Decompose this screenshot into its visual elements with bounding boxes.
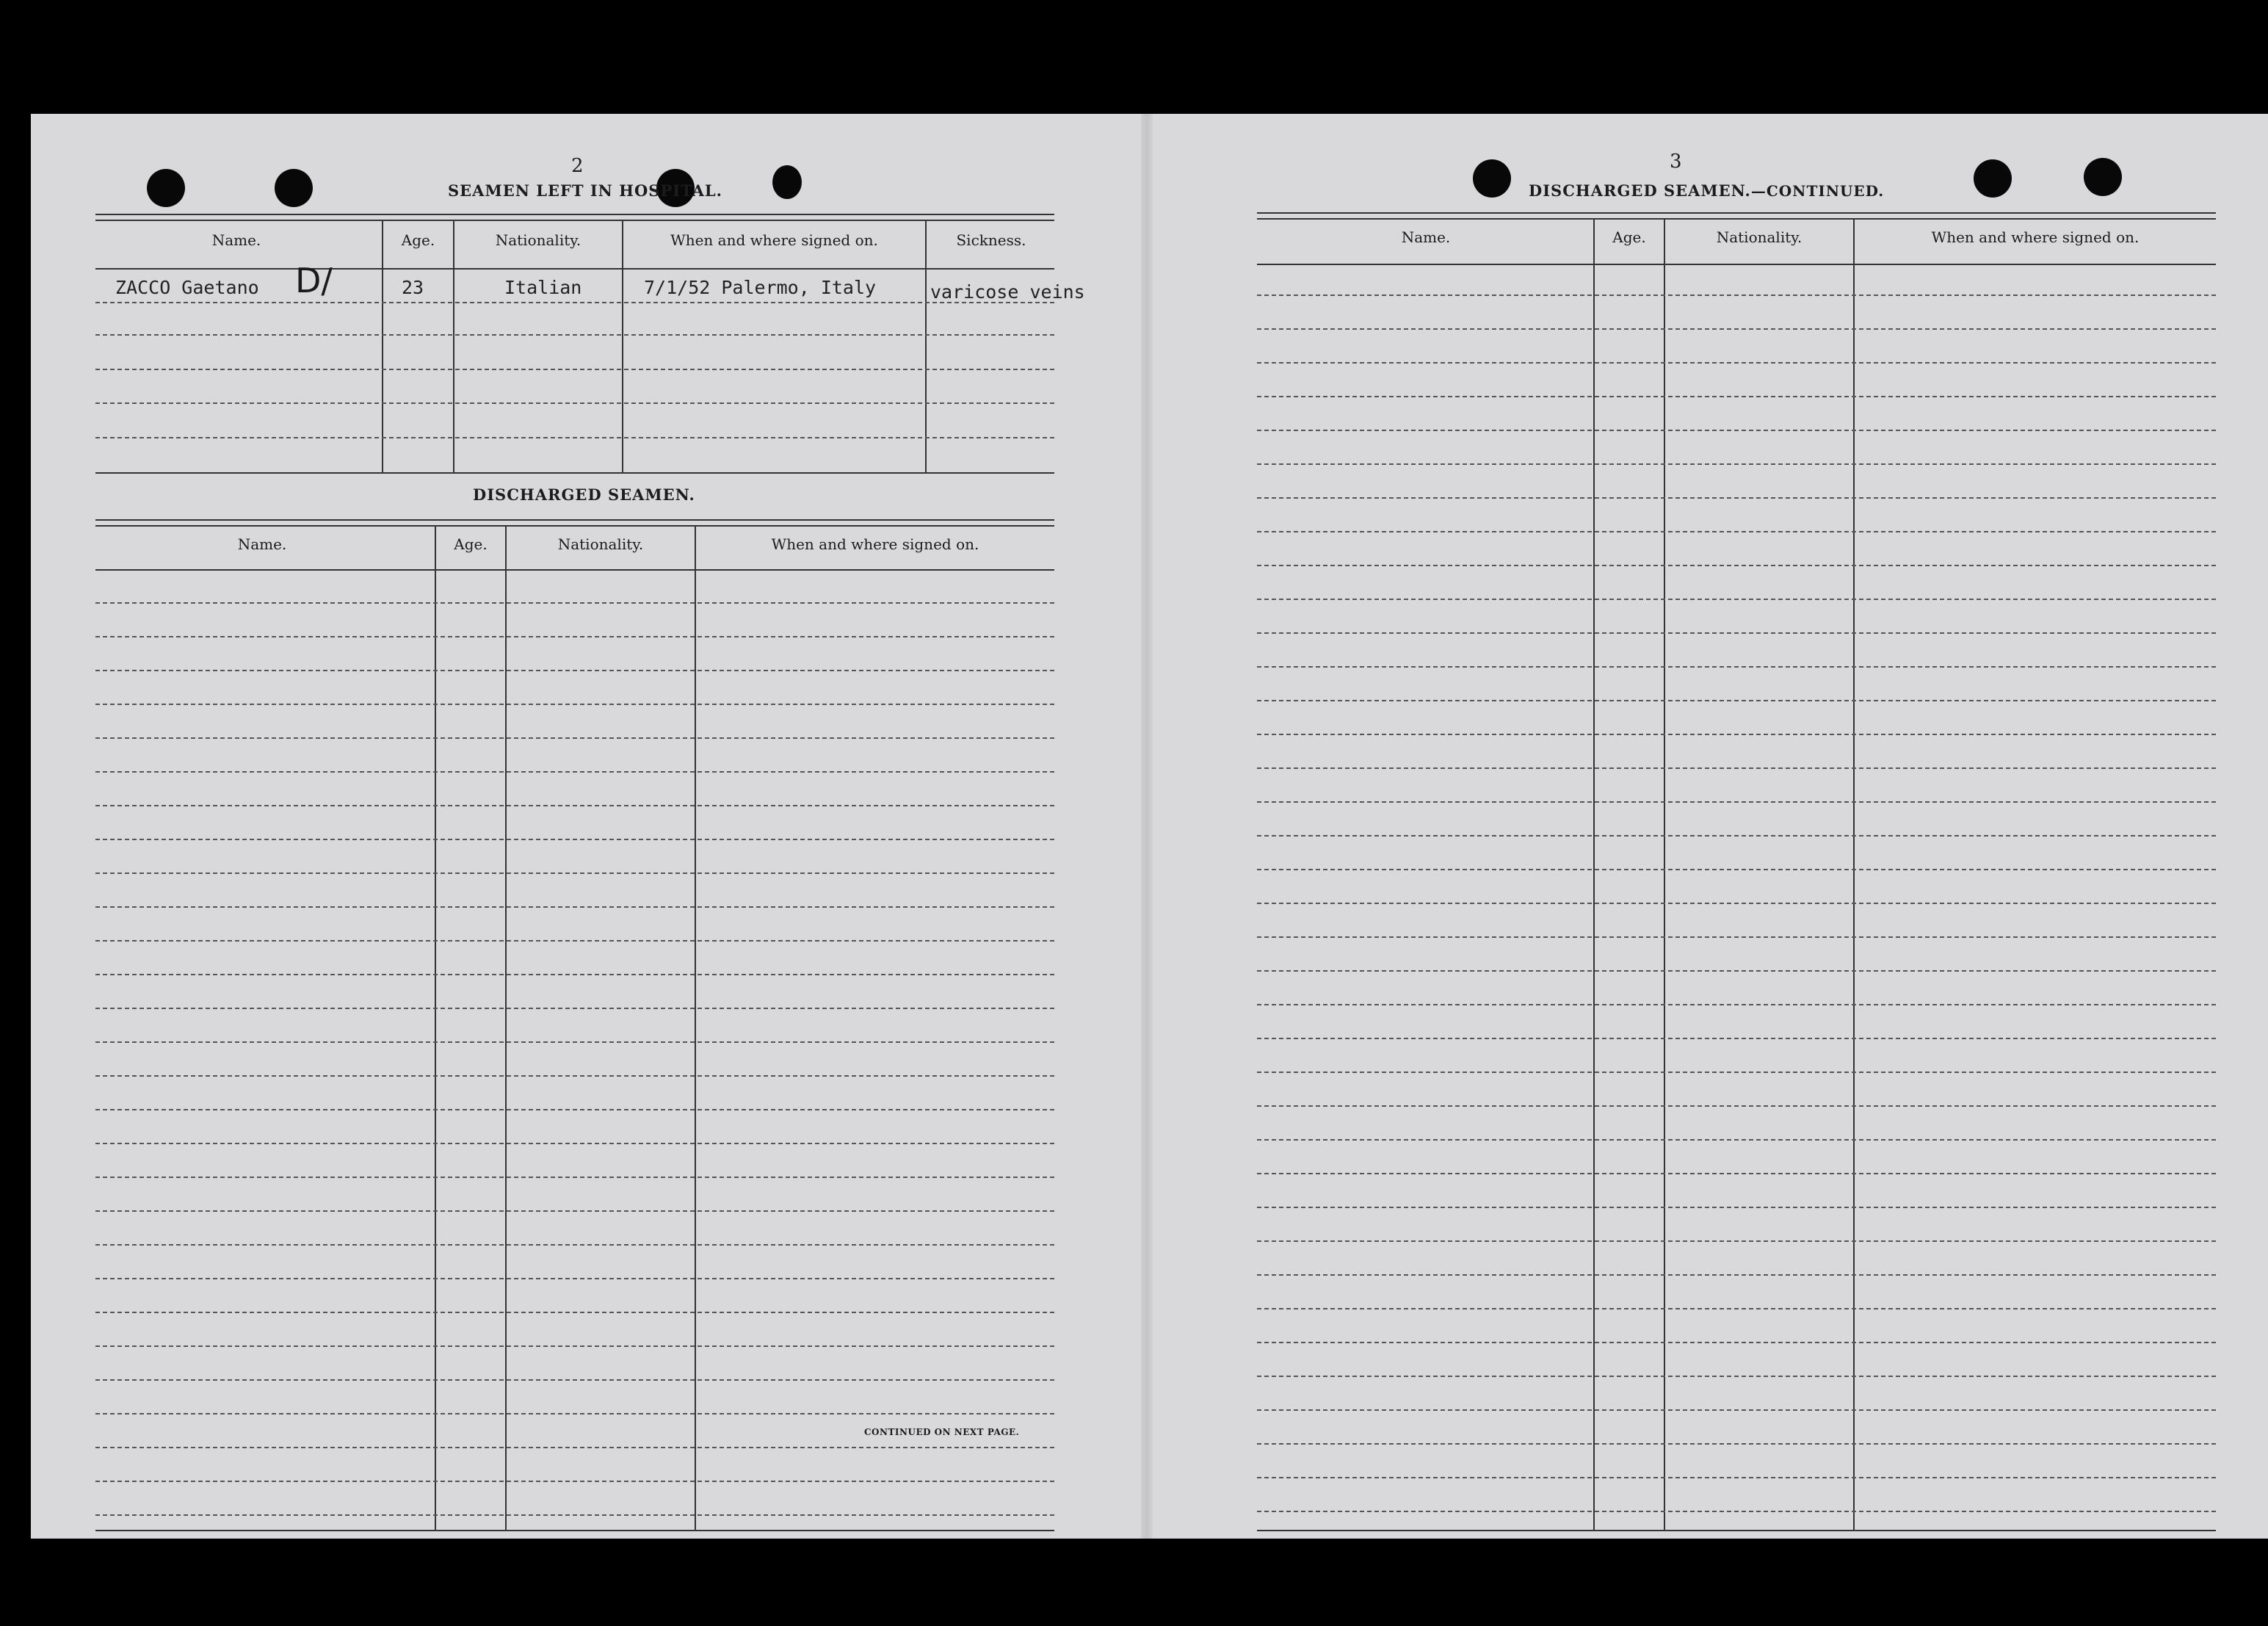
col-header-name: Name.	[211, 231, 261, 249]
seaman-name: ZACCO Gaetano	[115, 277, 259, 298]
row-line	[95, 602, 1054, 604]
page-number: 2	[571, 155, 584, 177]
row-line	[1257, 1409, 2216, 1411]
row-line	[95, 1008, 1054, 1009]
row-line	[1257, 666, 2216, 668]
row-line	[95, 1379, 1054, 1381]
table-bottom-rule	[95, 472, 1054, 474]
col-header-signed-on: When and where signed on.	[1931, 228, 2140, 246]
table-top-rule	[1257, 212, 2216, 220]
row-line	[95, 737, 1054, 739]
column-divider	[453, 220, 454, 472]
row-line	[95, 302, 1054, 303]
row-line	[95, 771, 1054, 773]
column-divider	[382, 220, 383, 472]
table-bottom-rule	[95, 1530, 1054, 1531]
row-line	[95, 402, 1054, 404]
row-line	[95, 670, 1054, 671]
col-header-nationality: Nationality.	[1716, 228, 1803, 246]
column-divider	[925, 220, 927, 472]
row-line	[1257, 1342, 2216, 1343]
row-line	[95, 974, 1054, 975]
punch-hole	[2084, 158, 2122, 196]
col-header-signed-on: When and where signed on.	[771, 535, 979, 553]
header-rule	[1257, 264, 2216, 265]
row-line	[1257, 1004, 2216, 1005]
row-line	[1257, 835, 2216, 837]
register-sheet	[31, 114, 2268, 1539]
table-bottom-rule	[1257, 1530, 2216, 1531]
row-line	[95, 1244, 1054, 1246]
hospital-section-title: SEAMEN LEFT IN HOSPITAL.	[448, 181, 722, 200]
row-line	[95, 437, 1054, 438]
row-line	[95, 636, 1054, 637]
row-line	[95, 1278, 1054, 1279]
col-header-nationality: Nationality.	[557, 535, 644, 553]
row-line	[95, 1312, 1054, 1313]
row-line	[1257, 1173, 2216, 1174]
row-line	[1257, 903, 2216, 904]
row-line	[1257, 1240, 2216, 1242]
seaman-sickness: varicose veins	[930, 281, 1085, 303]
row-line	[95, 1481, 1054, 1482]
column-divider	[1853, 218, 1855, 1530]
header-rule	[95, 268, 1054, 270]
col-header-sickness: Sickness.	[956, 231, 1026, 249]
column-divider	[622, 220, 623, 472]
row-line	[95, 334, 1054, 336]
row-line	[1257, 396, 2216, 397]
row-line	[95, 1345, 1054, 1347]
seaman-nationality: Italian	[504, 277, 582, 298]
discharged-continued-title	[1529, 181, 1884, 200]
title-text: DISCHARGED SEAMEN.	[1529, 181, 1751, 200]
col-header-signed-on: When and where signed on.	[670, 231, 878, 249]
row-line	[1257, 936, 2216, 938]
row-line	[95, 906, 1054, 908]
row-line	[1257, 1308, 2216, 1309]
row-line	[1257, 1207, 2216, 1208]
row-line	[95, 1413, 1054, 1414]
row-line	[1257, 767, 2216, 769]
row-line	[1257, 497, 2216, 499]
column-divider	[1664, 218, 1665, 1530]
row-line	[1257, 869, 2216, 870]
row-line	[1257, 632, 2216, 634]
row-line	[1257, 1511, 2216, 1512]
seaman-age: 23	[402, 277, 424, 298]
row-line	[95, 1041, 1054, 1043]
punch-hole	[772, 165, 802, 199]
punch-hole	[1473, 159, 1511, 198]
row-line	[1257, 1139, 2216, 1141]
column-divider	[1593, 218, 1595, 1530]
row-line	[95, 805, 1054, 806]
row-line	[1257, 1376, 2216, 1377]
header-rule	[95, 569, 1054, 571]
row-line	[1257, 1477, 2216, 1478]
table-top-rule	[95, 519, 1054, 527]
row-line	[95, 872, 1054, 874]
punch-hole	[1974, 159, 2012, 198]
row-line	[95, 839, 1054, 840]
row-line	[1257, 1072, 2216, 1073]
row-line	[95, 704, 1054, 705]
punch-hole	[275, 169, 313, 207]
row-line	[95, 1109, 1054, 1110]
continued-note: CONTINUED ON NEXT PAGE.	[864, 1427, 1020, 1437]
row-line	[1257, 1274, 2216, 1276]
table-top-rule	[95, 214, 1054, 221]
row-line	[95, 1075, 1054, 1077]
row-line	[1257, 1105, 2216, 1107]
col-header-nationality: Nationality.	[495, 231, 582, 249]
row-line	[95, 940, 1054, 942]
row-line	[1257, 1038, 2216, 1039]
row-line	[1257, 734, 2216, 735]
left-page	[31, 114, 1147, 1539]
row-line	[1257, 328, 2216, 330]
row-line	[1257, 362, 2216, 364]
row-line	[1257, 700, 2216, 701]
row-line	[1257, 463, 2216, 465]
right-page	[1147, 114, 2268, 1539]
row-line	[95, 1177, 1054, 1178]
discharged-section-title: DISCHARGED SEAMEN.	[473, 485, 695, 504]
row-line	[1257, 1443, 2216, 1445]
col-header-name: Name.	[1401, 228, 1451, 246]
row-line	[1257, 801, 2216, 803]
handwritten-annotation: D/	[295, 261, 333, 300]
seaman-signed-on: 7/1/52 Palermo, Italy	[644, 277, 877, 298]
row-line	[1257, 295, 2216, 296]
row-line	[1257, 531, 2216, 532]
row-line	[95, 1447, 1054, 1448]
col-header-age: Age.	[454, 535, 488, 553]
col-header-age: Age.	[1612, 228, 1646, 246]
row-line	[1257, 599, 2216, 600]
row-line	[95, 1514, 1054, 1516]
row-line	[1257, 970, 2216, 972]
row-line	[1257, 430, 2216, 431]
row-line	[95, 1143, 1054, 1144]
col-header-name: Name.	[237, 535, 287, 553]
row-line	[95, 369, 1054, 370]
row-line	[1257, 565, 2216, 566]
page-number: 3	[1670, 151, 1682, 173]
punch-hole	[147, 169, 185, 207]
title-suffix: —CONTINUED.	[1750, 182, 1885, 200]
row-line	[95, 1210, 1054, 1212]
col-header-age: Age.	[401, 231, 435, 249]
